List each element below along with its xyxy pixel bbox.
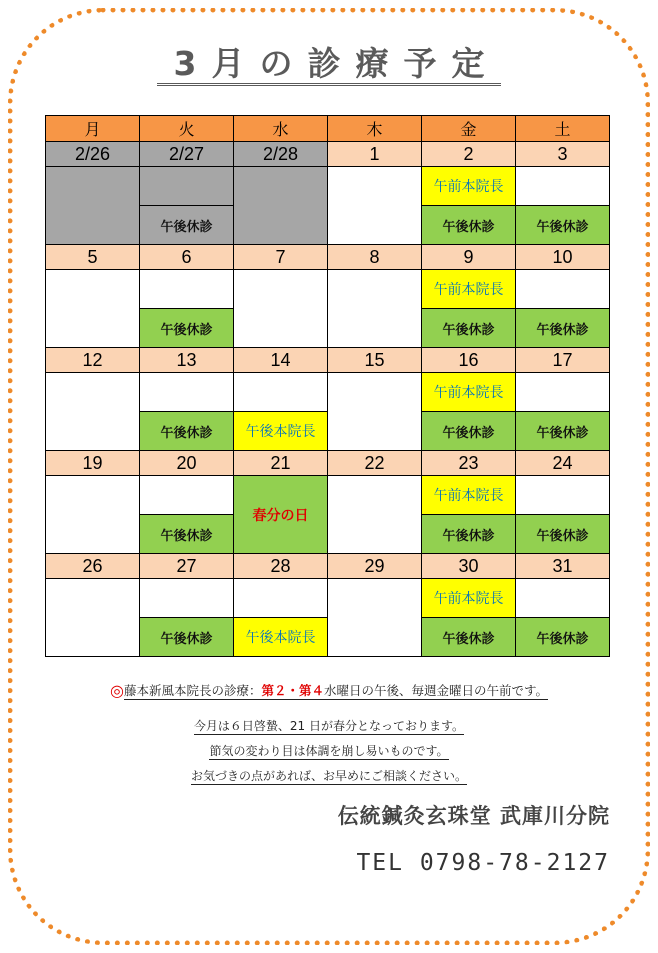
weekday-header: 金 — [422, 116, 516, 142]
date-cell: 14 — [234, 348, 328, 373]
director-morning-cell: 午前本院長 — [422, 579, 516, 618]
note-suffix: 水曜日の午後、毎週金曜日の午前です。 — [323, 683, 548, 698]
date-cell: 12 — [46, 348, 140, 373]
date-cell: 28 — [234, 554, 328, 579]
date-cell: 8 — [328, 245, 422, 270]
morning-cell — [234, 373, 328, 412]
morning-cell — [516, 167, 610, 206]
holiday-cell: 春分の日 — [234, 476, 328, 554]
afternoon-closed-cell: 午後休診 — [140, 309, 234, 348]
date-cell: 2/26 — [46, 142, 140, 167]
date-cell: 3 — [516, 142, 610, 167]
day-cell — [46, 270, 140, 348]
date-cell: 5 — [46, 245, 140, 270]
date-cell: 2/27 — [140, 142, 234, 167]
date-cell: 9 — [422, 245, 516, 270]
day-cell — [234, 270, 328, 348]
past-day-cell — [234, 167, 328, 245]
morning-row — [46, 476, 610, 515]
note-prefix: 藤本新風本院長の診療： — [123, 683, 262, 698]
weekday-header: 土 — [516, 116, 610, 142]
afternoon-closed-cell: 午後休診 — [422, 515, 516, 554]
date-row — [46, 554, 610, 579]
weekday-header: 水 — [234, 116, 328, 142]
afternoon-closed-cell: 午後休診 — [140, 618, 234, 657]
date-cell: 20 — [140, 451, 234, 476]
afternoon-closed-cell: 午後休診 — [140, 206, 234, 245]
afternoon-closed-cell: 午後休診 — [422, 618, 516, 657]
director-morning-cell: 午前本院長 — [422, 270, 516, 309]
double-circle-icon: ◎ — [109, 681, 124, 700]
phone-number: TEL 0798-78-2127 — [356, 850, 610, 876]
date-cell: 7 — [234, 245, 328, 270]
date-cell: 6 — [140, 245, 234, 270]
date-cell: 30 — [422, 554, 516, 579]
date-cell: 29 — [328, 554, 422, 579]
date-cell: 2/28 — [234, 142, 328, 167]
afternoon-closed-cell: 午後休診 — [516, 618, 610, 657]
afternoon-closed-cell: 午後休診 — [140, 515, 234, 554]
afternoon-closed-cell: 午後休診 — [516, 309, 610, 348]
morning-cell — [516, 476, 610, 515]
afternoon-closed-cell: 午後休診 — [422, 206, 516, 245]
weekday-header: 月 — [46, 116, 140, 142]
afternoon-closed-cell: 午後休診 — [516, 412, 610, 451]
date-cell: 2 — [422, 142, 516, 167]
afternoon-closed-cell: 午後休診 — [516, 515, 610, 554]
weekday-header: 火 — [140, 116, 234, 142]
date-cell: 31 — [516, 554, 610, 579]
morning-cell — [516, 270, 610, 309]
schedule-calendar — [45, 115, 610, 657]
date-row — [46, 348, 610, 373]
date-cell: 10 — [516, 245, 610, 270]
date-cell: 1 — [328, 142, 422, 167]
day-cell — [328, 373, 422, 451]
morning-cell — [516, 373, 610, 412]
past-day-cell — [46, 167, 140, 245]
notice-line-2: 節気の変わり目は体調を崩し易いものです。 — [209, 744, 449, 758]
date-cell: 26 — [46, 554, 140, 579]
date-cell: 22 — [328, 451, 422, 476]
morning-row — [46, 579, 610, 618]
morning-cell — [140, 167, 234, 206]
date-cell: 23 — [422, 451, 516, 476]
morning-row — [46, 167, 610, 206]
day-cell — [328, 270, 422, 348]
date-row — [46, 245, 610, 270]
morning-cell — [140, 579, 234, 618]
date-cell: 15 — [328, 348, 422, 373]
morning-cell — [516, 579, 610, 618]
director-morning-cell: 午前本院長 — [422, 373, 516, 412]
weekday-header: 木 — [328, 116, 422, 142]
morning-cell — [140, 373, 234, 412]
date-cell: 17 — [516, 348, 610, 373]
day-cell — [46, 579, 140, 657]
director-afternoon-cell: 午後本院長 — [234, 618, 328, 657]
morning-cell — [140, 476, 234, 515]
morning-row — [46, 373, 610, 412]
date-cell: 24 — [516, 451, 610, 476]
director-schedule-note — [0, 681, 658, 700]
date-cell: 19 — [46, 451, 140, 476]
day-cell — [328, 167, 422, 245]
notice-line-1: 今月は６日啓蟄、21 日が春分となっております。 — [193, 719, 465, 733]
date-row — [46, 451, 610, 476]
afternoon-closed-cell: 午後休診 — [516, 206, 610, 245]
afternoon-closed-cell: 午後休診 — [422, 309, 516, 348]
note-weeks: 第２・第４ — [261, 683, 324, 698]
day-cell — [46, 476, 140, 554]
director-morning-cell: 午前本院長 — [422, 167, 516, 206]
clinic-name: 伝統鍼灸玄珠堂 武庫川分院 — [337, 804, 610, 828]
date-cell: 16 — [422, 348, 516, 373]
day-cell — [328, 476, 422, 554]
afternoon-closed-cell: 午後休診 — [140, 412, 234, 451]
page-title: 3月の診療予定 — [0, 38, 658, 85]
day-cell — [328, 579, 422, 657]
morning-cell — [140, 270, 234, 309]
notice-line-3: お気づきの点があれば、お早めにご相談ください。 — [190, 769, 467, 783]
morning-row — [46, 270, 610, 309]
date-cell: 13 — [140, 348, 234, 373]
day-cell — [46, 373, 140, 451]
date-row — [46, 142, 610, 167]
date-cell: 21 — [234, 451, 328, 476]
morning-cell — [234, 579, 328, 618]
weekday-header-row — [46, 116, 610, 142]
date-cell: 27 — [140, 554, 234, 579]
director-morning-cell: 午前本院長 — [422, 476, 516, 515]
afternoon-closed-cell: 午後休診 — [422, 412, 516, 451]
director-afternoon-cell: 午後本院長 — [234, 412, 328, 451]
